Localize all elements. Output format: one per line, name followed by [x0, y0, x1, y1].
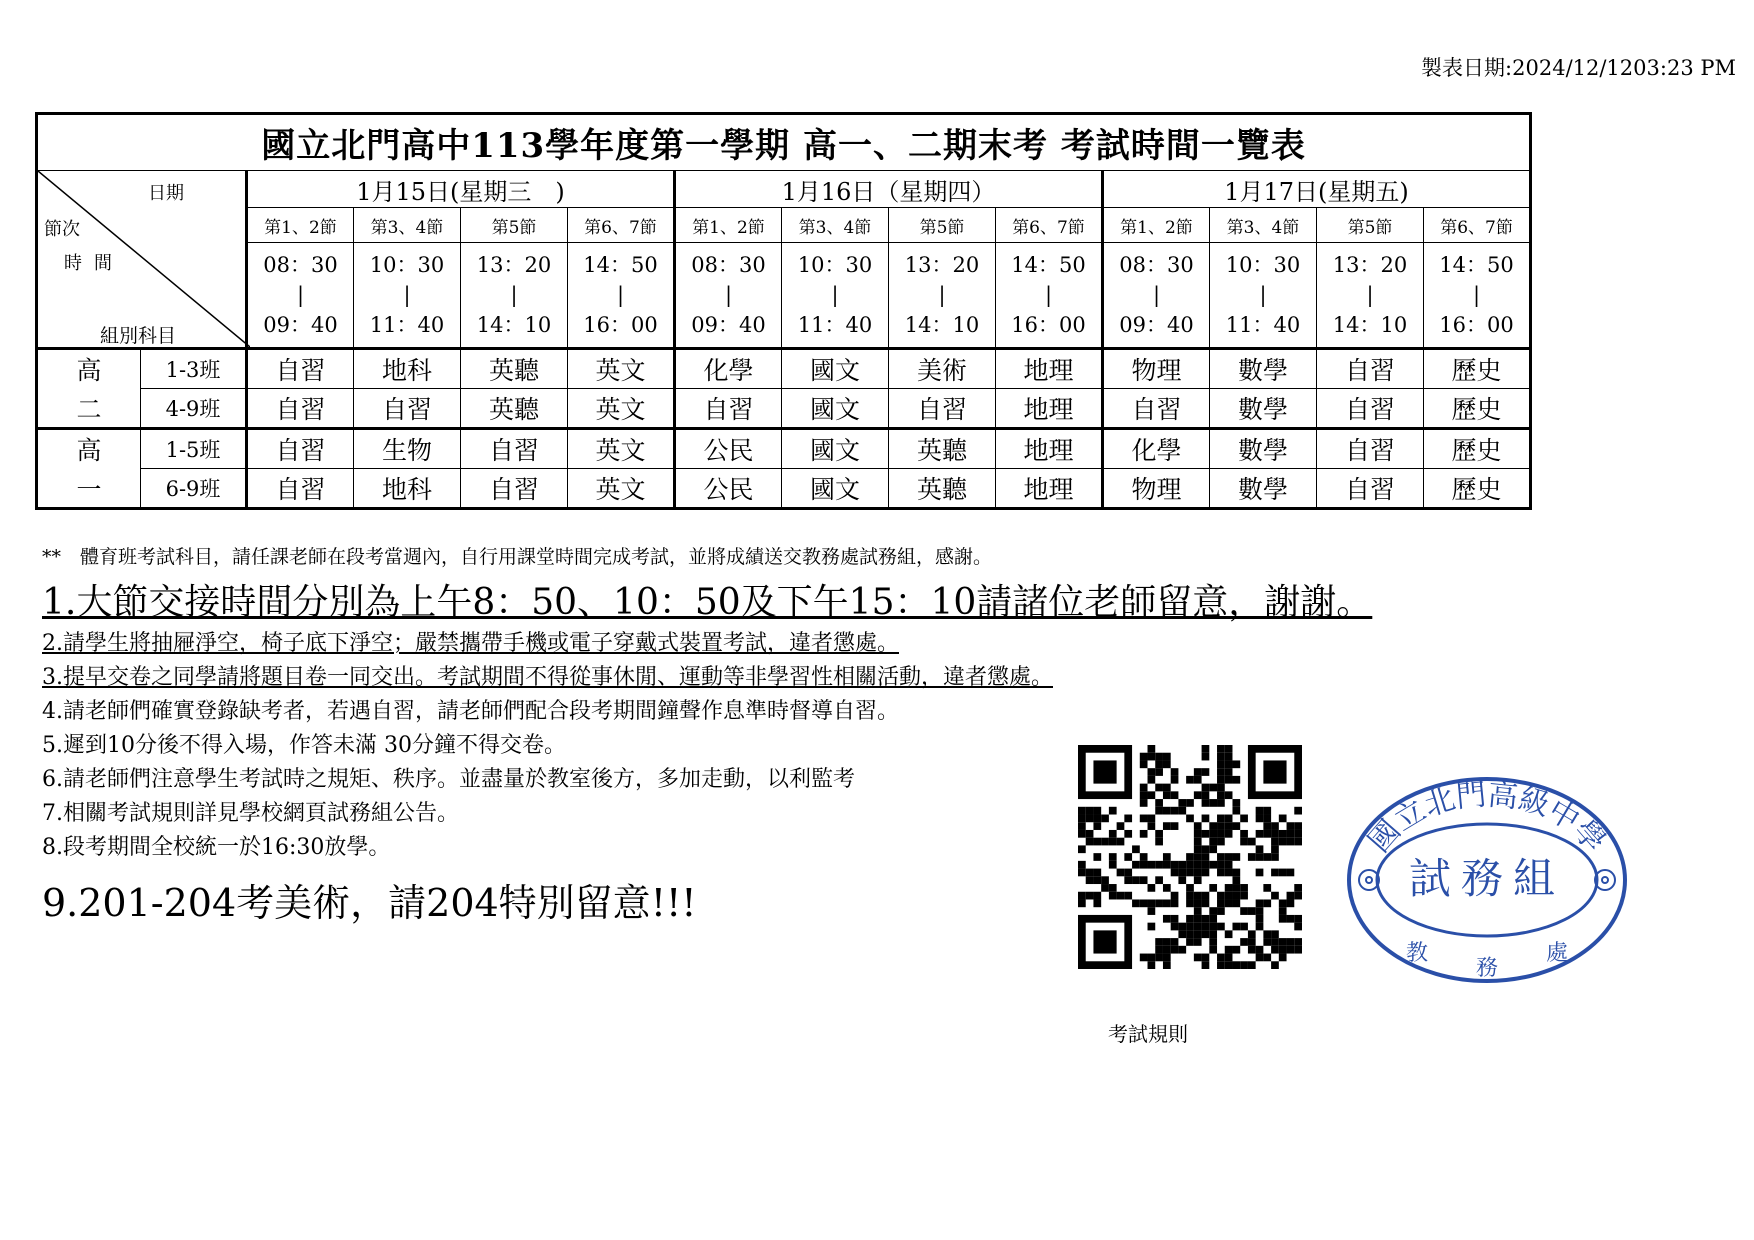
note-9: 9.201-204考美術，請204特別留意!!!	[42, 881, 697, 925]
subject-cell: 英聽	[461, 389, 568, 429]
time-end: 11：40	[1225, 313, 1301, 337]
note-1: 1.大節交接時間分別為上午8：50、10：50及下午15：10請諸位老師留意，謝謝。	[42, 582, 1373, 623]
period-header: 第1、2節	[1103, 208, 1210, 243]
corner-section-label: 節次	[44, 219, 80, 240]
subject-cell: 自習	[675, 389, 782, 429]
note-6: 6.請老師們注意學生考試時之規矩、秩序。並盡量於教室後方，多加走動，以利監考	[42, 767, 855, 792]
subject-cell: 自習	[889, 389, 996, 429]
subject-cell: 自習	[1103, 389, 1210, 429]
subject-cell: 歷史	[1424, 429, 1531, 469]
subject-cell: 地理	[996, 349, 1103, 389]
grade-cell: 高	[37, 429, 141, 469]
time-cell	[675, 243, 782, 349]
subject-cell: 國文	[782, 349, 889, 389]
day-header-2: 1月16日（星期四）	[675, 171, 1103, 208]
grade-cell: 高	[37, 349, 141, 389]
time-end: 16：00	[1439, 313, 1514, 337]
note-7: 7.相關考試規則詳見學校網頁試務組公告。	[42, 801, 459, 826]
time-sep: |	[403, 283, 411, 307]
period-header: 第3、4節	[782, 208, 889, 243]
time-sep: |	[616, 283, 625, 307]
subject-cell: 歷史	[1424, 469, 1531, 509]
subject-cell: 生物	[354, 429, 461, 469]
subject-cell: 自習	[247, 389, 354, 429]
period-header: 第6、7節	[1424, 208, 1531, 243]
time-end: 14：10	[1332, 313, 1408, 337]
period-header: 第1、2節	[675, 208, 782, 243]
subject-cell: 數學	[1210, 429, 1317, 469]
subject-cell: 自習	[1317, 389, 1424, 429]
made-date: 製表日期:2024/12/1203:23 PM	[1421, 56, 1736, 80]
time-end: 16：00	[1011, 313, 1086, 337]
subject-cell: 地科	[354, 349, 461, 389]
class-group-cell: 6-9班	[141, 469, 247, 509]
time-cell	[1317, 243, 1424, 349]
time-sep: |	[1259, 283, 1267, 307]
subject-cell: 英聽	[889, 469, 996, 509]
subject-cell: 自習	[1317, 469, 1424, 509]
subject-cell: 自習	[1317, 349, 1424, 389]
period-header: 第3、4節	[354, 208, 461, 243]
table-row	[37, 389, 1531, 429]
subject-cell: 國文	[782, 469, 889, 509]
subject-cell: 地理	[996, 429, 1103, 469]
subject-cell: 物理	[1103, 349, 1210, 389]
class-group-cell: 4-9班	[141, 389, 247, 429]
subject-cell: 地理	[996, 469, 1103, 509]
subject-cell: 化學	[1103, 429, 1210, 469]
table-row	[37, 349, 1531, 389]
period-header: 第3、4節	[1210, 208, 1317, 243]
stamp-office-1: 教	[1405, 941, 1429, 966]
time-start: 13：20	[476, 253, 552, 277]
day-header-3: 1月17日(星期五)	[1103, 171, 1531, 208]
subject-cell: 英文	[568, 469, 675, 509]
time-end: 09：40	[263, 313, 338, 337]
subject-cell: 自習	[354, 389, 461, 429]
time-sep: |	[510, 283, 518, 307]
subject-cell: 地科	[354, 469, 461, 509]
time-sep: |	[1366, 283, 1374, 307]
stamp-office-2: 務	[1475, 956, 1499, 981]
subject-cell: 美術	[889, 349, 996, 389]
time-start: 08：30	[263, 253, 338, 277]
exam-schedule-table	[35, 112, 1532, 510]
time-cell	[1103, 243, 1210, 349]
subject-cell: 數學	[1210, 349, 1317, 389]
time-cell	[247, 243, 354, 349]
time-sep: |	[1044, 283, 1053, 307]
time-cell	[568, 243, 675, 349]
time-cell	[1210, 243, 1317, 349]
subject-cell: 國文	[782, 389, 889, 429]
time-start: 14：50	[1439, 253, 1514, 277]
period-header: 第1、2節	[247, 208, 354, 243]
time-sep: |	[1152, 283, 1161, 307]
subject-cell: 英文	[568, 429, 675, 469]
time-end: 09：40	[691, 313, 766, 337]
class-group-cell: 1-3班	[141, 349, 247, 389]
day-header-1: 1月15日(星期三 )	[247, 171, 675, 208]
period-header: 第5節	[889, 208, 996, 243]
subject-cell: 公民	[675, 429, 782, 469]
time-cell	[889, 243, 996, 349]
time-end: 11：40	[369, 313, 445, 337]
corner-group-label: 組別科目	[100, 325, 177, 347]
time-start: 08：30	[1119, 253, 1194, 277]
time-start: 10：30	[797, 253, 873, 277]
subject-cell: 數學	[1210, 469, 1317, 509]
table-row	[37, 469, 1531, 509]
time-sep: |	[938, 283, 946, 307]
grade-cell: 二	[37, 389, 141, 429]
time-start: 13：20	[904, 253, 980, 277]
subject-cell: 國文	[782, 429, 889, 469]
time-end: 16：00	[583, 313, 658, 337]
subject-cell: 英聽	[889, 429, 996, 469]
subject-cell: 物理	[1103, 469, 1210, 509]
subject-cell: 歷史	[1424, 389, 1531, 429]
note-sports-class: ** 體育班考試科目，請任課老師在段考當週內，自行用課堂時間完成考試，並將成績送交教務處試務組，感謝。	[42, 546, 993, 568]
time-sep: |	[831, 283, 839, 307]
school-seal-stamp	[1345, 775, 1629, 985]
table-title: 國立北門高中113學年度第一學期 高一、二期末考 考試時間一覽表	[37, 114, 1531, 171]
stamp-unit: 試務組	[1408, 854, 1566, 903]
period-header: 第6、7節	[568, 208, 675, 243]
subject-cell: 自習	[247, 349, 354, 389]
time-start: 08：30	[691, 253, 766, 277]
corner-time-label: 時間	[64, 253, 124, 274]
time-sep: |	[296, 283, 305, 307]
corner-header-cell	[37, 171, 247, 349]
time-sep: |	[1472, 283, 1481, 307]
time-end: 14：10	[904, 313, 980, 337]
period-header: 第5節	[461, 208, 568, 243]
subject-cell: 數學	[1210, 389, 1317, 429]
time-cell	[461, 243, 568, 349]
time-end: 09：40	[1119, 313, 1194, 337]
note-5: 5.遲到10分後不得入場，作答未滿 30分鐘不得交卷。	[42, 733, 566, 758]
note-8: 8.段考期間全校統一於16:30放學。	[42, 835, 391, 860]
time-start: 14：50	[1011, 253, 1086, 277]
time-sep: |	[724, 283, 733, 307]
subject-cell: 自習	[461, 469, 568, 509]
subject-cell: 英文	[568, 349, 675, 389]
time-start: 10：30	[1225, 253, 1301, 277]
time-cell	[782, 243, 889, 349]
time-cell	[1424, 243, 1531, 349]
subject-cell: 歷史	[1424, 349, 1531, 389]
subject-cell: 英聽	[461, 349, 568, 389]
time-start: 14：50	[583, 253, 658, 277]
subject-cell: 英文	[568, 389, 675, 429]
period-header: 第5節	[1317, 208, 1424, 243]
subject-cell: 公民	[675, 469, 782, 509]
subject-cell: 自習	[247, 469, 354, 509]
note-3: 3.提早交卷之同學請將題目卷一同交出。考試期間不得從事休閒、運動等非學習性相關活動，違者懲處。	[42, 665, 1053, 690]
note-4: 4.請老師們確實登錄缺考者，若遇自習，請老師們配合段考期間鐘聲作息準時督導自習。	[42, 699, 899, 724]
class-group-cell: 1-5班	[141, 429, 247, 469]
qr-code-icon[interactable]	[1078, 745, 1302, 969]
grade-cell: 一	[37, 469, 141, 509]
note-2: 2.請學生將抽屜淨空，椅子底下淨空；嚴禁攜帶手機或電子穿戴式裝置考試，違者懲處。	[42, 631, 899, 656]
subject-cell: 地理	[996, 389, 1103, 429]
time-cell	[996, 243, 1103, 349]
time-end: 14：10	[476, 313, 552, 337]
stamp-school-name: 國立北門高級中學	[1361, 777, 1613, 860]
time-start: 13：20	[1332, 253, 1408, 277]
time-cell	[354, 243, 461, 349]
subject-cell: 自習	[247, 429, 354, 469]
subject-cell: 自習	[461, 429, 568, 469]
qr-label: 考試規則	[1108, 1022, 1188, 1046]
time-end: 11：40	[797, 313, 873, 337]
corner-date-label: 日期	[148, 183, 184, 204]
subject-cell: 化學	[675, 349, 782, 389]
time-start: 10：30	[369, 253, 445, 277]
subject-cell: 自習	[1317, 429, 1424, 469]
stamp-office-3: 處	[1545, 941, 1569, 966]
period-header: 第6、7節	[996, 208, 1103, 243]
table-row	[37, 429, 1531, 469]
